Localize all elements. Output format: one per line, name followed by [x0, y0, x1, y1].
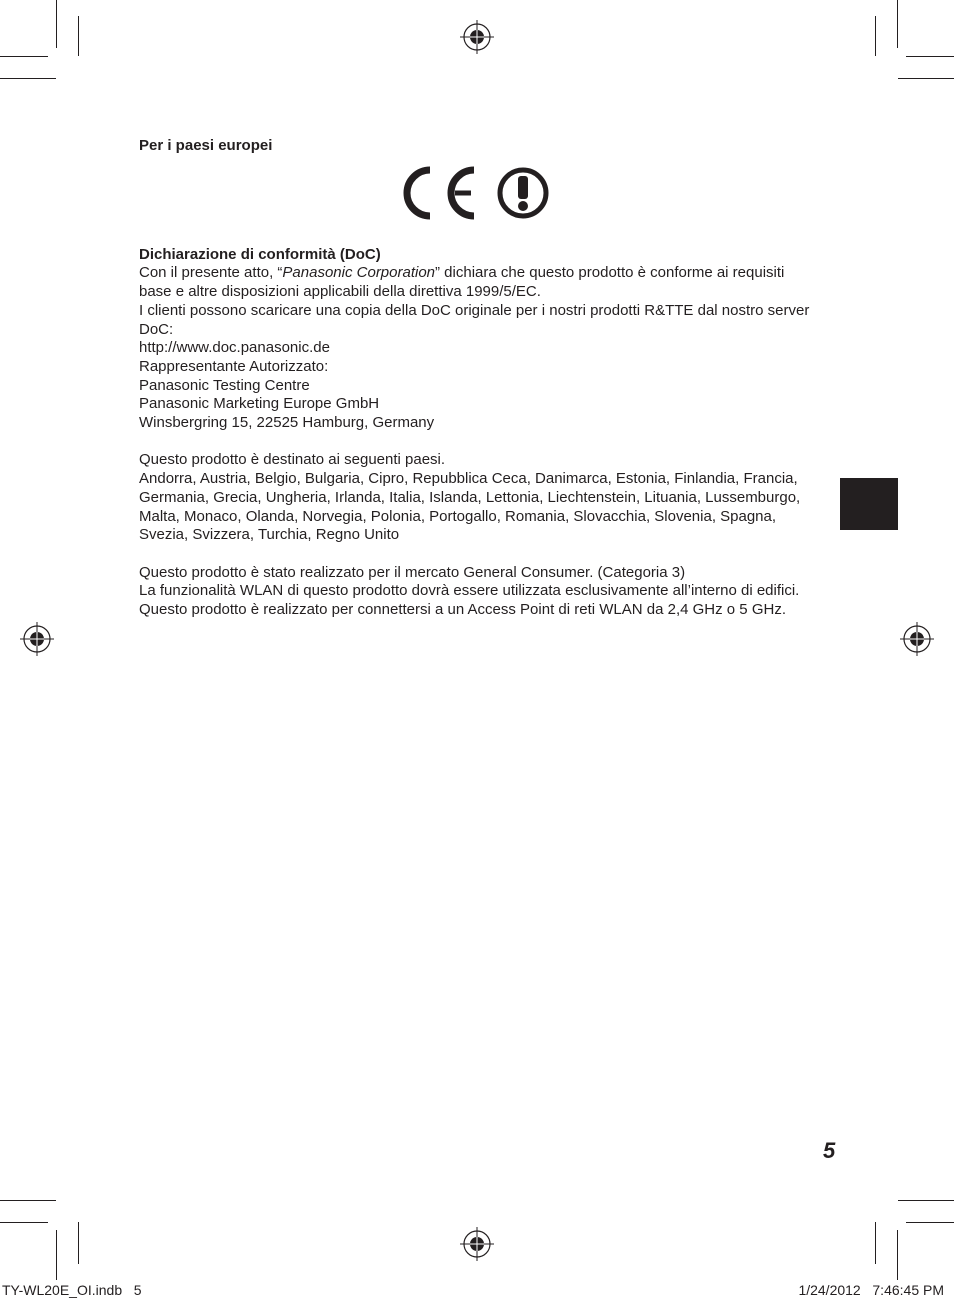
crop-mark	[56, 1230, 57, 1280]
doc-heading: Dichiarazione di conformità (DoC)	[139, 245, 381, 263]
crop-mark	[78, 16, 79, 56]
crop-mark	[906, 1222, 954, 1223]
representative-line: Panasonic Marketing Europe GmbH	[139, 395, 380, 413]
ce-mark-icon	[407, 170, 474, 216]
representative-label: Rappresentante Autorizzato:	[139, 357, 329, 375]
registration-mark-icon	[460, 20, 494, 54]
page-number: 5	[823, 1138, 836, 1163]
representative-line: Panasonic Testing Centre	[139, 376, 310, 394]
company-name: Panasonic Corporation	[282, 264, 436, 282]
registration-mark-icon	[460, 1227, 494, 1261]
indoor-use-text: La funzionalità WLAN di questo prodotto dovrà essere utilizzata esclusivamente all’interno di edifici.	[139, 582, 800, 600]
conformity-marks	[403, 166, 553, 220]
doc-url: http://www.doc.panasonic.de	[139, 339, 330, 357]
category-text: Questo prodotto è stato realizzato per il mercato General Consumer. (Categoria 3)	[139, 563, 686, 581]
alert-class2-icon	[500, 170, 546, 216]
intro-paragraph	[139, 264, 819, 301]
crop-mark	[897, 0, 898, 48]
crop-mark	[78, 1222, 79, 1264]
spacer	[139, 545, 819, 564]
crop-mark	[0, 1200, 56, 1201]
countries-intro: Questo prodotto è destinato ai seguenti paesi.	[139, 451, 446, 469]
intro-before: Con il presente atto, “	[139, 264, 283, 282]
footer-timestamp: 1/24/2012 7:46:45 PM	[798, 1282, 944, 1298]
footer-file: TY-WL20E_OI.indb 5	[2, 1282, 142, 1298]
crop-mark	[875, 1222, 876, 1264]
crop-mark	[0, 78, 56, 79]
registration-mark-icon	[20, 622, 54, 656]
language-tab	[840, 478, 898, 530]
spacer	[139, 433, 819, 452]
crop-mark	[0, 1222, 48, 1223]
section-title: Per i paesi europei	[139, 137, 273, 154]
crop-mark	[0, 56, 48, 57]
crop-mark	[906, 56, 954, 57]
intro-after: ” dichiara che questo prodotto è conforme ai requisiti base e altre disposizioni applicabili della direttiva 1999/5/EC.	[139, 264, 785, 301]
access-point-text: Questo prodotto è realizzato per connettersi a un Access Point di reti WLAN da 2,4 GHz o 5 GHz.	[139, 601, 786, 619]
registration-mark-icon	[900, 622, 934, 656]
countries-list: Andorra, Austria, Belgio, Bulgaria, Cipro, Repubblica Ceca, Danimarca, Estonia, Finlandia, Francia, Germania, Grecia, Ungheria, Irlanda, Italia, Islanda, Lettonia, Liechtenstein, Lituania, Lussemburgo, Malta, Monaco, Olanda, Norvegia, Polonia, Portogallo, Romania, Slovacchia, Slovenia, Spagna, Svezia, Svizzera, Turchia, Regno Unito	[139, 470, 801, 544]
crop-mark	[898, 78, 954, 79]
representative-address: Winsbergring 15, 22525 Hamburg, Germany	[139, 414, 435, 432]
crop-mark	[56, 0, 57, 48]
doc-download-text: I clienti possono scaricare una copia della DoC originale per i nostri prodotti R&TTE dal nostro server DoC:	[139, 301, 810, 338]
crop-mark	[875, 16, 876, 56]
crop-mark	[897, 1230, 898, 1280]
crop-mark	[898, 1200, 954, 1201]
